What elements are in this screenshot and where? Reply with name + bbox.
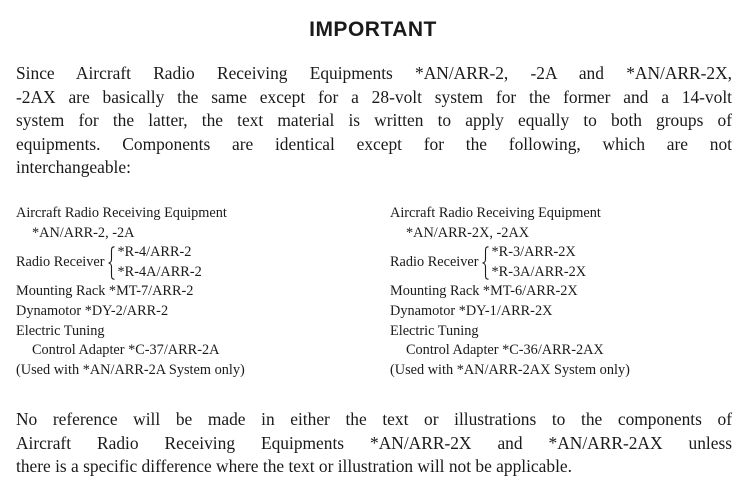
receiver-model: *R-3/ARR-2X [491,244,576,261]
receiver-model-list [492,243,587,282]
intro-line: Since Aircraft Radio Receiving Equipments *AN/ARR-2, -2A and *AN/ARR-2X, [16,63,732,83]
equipment-label: Aircraft Radio Receiving Equipment [16,205,227,221]
intro-line: -2AX are basically the same except for a 28-volt system for the former and a 14-volt [16,86,732,107]
dynamotor: Dynamotor *DY-2/ARR-2 [16,302,169,319]
closing-line: No reference will be made in either the text or illustrations to the components of [16,409,732,429]
control-adapter: Control Adapter *C-37/ARR-2A [32,342,220,359]
intro-line: equipments. Components are identical except for the following, which are not [16,133,732,154]
receiver-model: *R-3A/ARR-2X [491,263,587,280]
radio-receiver-entry [16,243,356,282]
receiver-label: Radio Receiver [390,253,479,270]
usage-note: (Used with *AN/ARR-2A System only) [16,361,245,378]
mounting-rack: Mounting Rack *MT-7/ARR-2 [16,283,194,300]
intro-paragraph [16,62,732,180]
radio-receiver-entry [390,243,730,282]
receiver-label: Radio Receiver [16,253,105,270]
electric-tuning-label: Electric Tuning [390,322,479,339]
page-title: IMPORTANT [309,18,437,41]
right-component-group [390,204,730,380]
equipment-label: Aircraft Radio Receiving Equipment [390,205,601,221]
equipment-models: *AN/ARR-2X, -2AX [406,224,530,241]
closing-line: Aircraft Radio Receiving Equipments *AN/ARR-2X and *AN/ARR-2AX unless [16,432,732,453]
electric-tuning-label: Electric Tuning [16,322,105,339]
control-adapter: Control Adapter *C-36/ARR-2AX [406,342,604,359]
intro-line: interchangeable: [16,157,131,178]
left-component-group [16,204,356,380]
receiver-model: *R-4A/ARR-2 [117,263,202,280]
usage-note: (Used with *AN/ARR-2AX System only) [390,361,630,378]
mounting-rack: Mounting Rack *MT-6/ARR-2X [390,283,578,300]
receiver-model: *R-4/ARR-2 [117,244,192,261]
receiver-model-list [118,243,202,282]
closing-line: there is a specific difference where the text or illustration will not be applicable. [16,456,572,477]
intro-line: system for the latter, the text material is written to apply equally to both groups of [16,110,732,131]
curly-brace-icon [108,246,115,280]
closing-paragraph [16,408,732,479]
dynamotor: Dynamotor *DY-1/ARR-2X [390,302,553,319]
equipment-models: *AN/ARR-2, -2A [32,224,135,241]
curly-brace-icon [482,246,489,280]
